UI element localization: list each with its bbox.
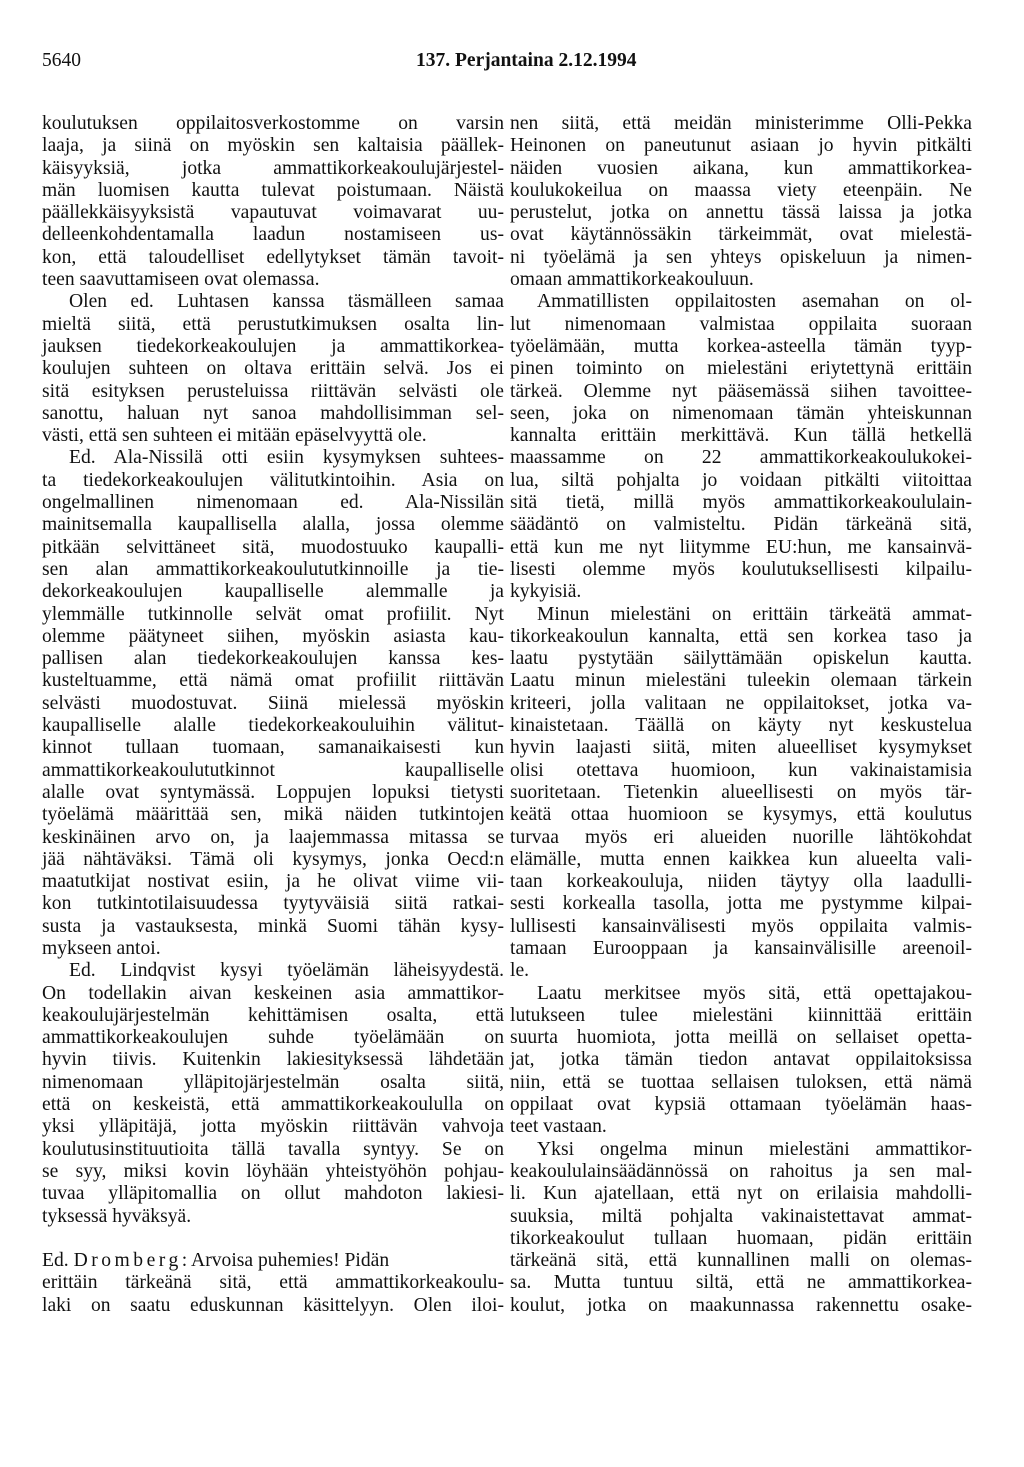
text-line: mieltä siitä, että perustutkimuksen osalta lin- [42, 313, 504, 335]
text-line: oppilaat ovat kypsiä ottamaan työelämän haas- [510, 1094, 972, 1116]
text-line: suuksia, miltä pohjalta vakinaistettavat ammat- [510, 1205, 972, 1227]
text-line: hyvin tiivis. Kuitenkin lakiesityksessä lähdetään [42, 1049, 504, 1071]
text-line: tyksessä hyväksyä. [42, 1205, 192, 1227]
text-line: laaja, ja siinä on myöskin sen kaltaisia päällek- [42, 135, 504, 157]
text-line: olemme päätyneet siihen, myöskin asiasta kau- [42, 625, 504, 647]
text-line: mykseen antoi. [42, 937, 161, 959]
text-line: turvaa myös eri alueiden nuorille lähtökohdat [510, 826, 972, 848]
text-line: teen saavuttamiseen ovat olemassa. [42, 269, 320, 291]
text-line: keakoululainsäädännössä on rahoitus ja sen mal- [510, 1160, 972, 1182]
text-line: tuvaa ylläpitomallia on ollut mahdoton lakiesi- [42, 1183, 504, 1205]
text-line: maatutkijat nostivat esiin, ja he olivat viime vii- [42, 871, 504, 893]
text-line: elämälle, mutta ennen kaikkea kun alueelta vali- [510, 848, 972, 870]
text-line: ammattikorkeakoulututkinnot kaupalliselle [42, 759, 504, 781]
text-line: keätä ottaa huomioon se kysymys, että koulutus [510, 804, 972, 826]
text-line: kinnot tullaan tuomaan, samanaikaisesti kun [42, 737, 504, 759]
text-line: seen, joka on nimenomaan tämän yhteiskunnan [510, 402, 972, 424]
text-line: olisi otettava huomioon, kun vakinaistamisia [510, 759, 972, 781]
text-line: li. Kun ajatellaan, että nyt on erilaisia mahdolli- [510, 1183, 972, 1205]
text-line: lutukseen tulee mielestäni kiinnittää erittäin [510, 1004, 972, 1026]
text-line: sesti korkealla tasolla, jotta me pystymme kilpai- [510, 893, 972, 915]
text-line: erittäin tärkeänä sitä, että ammattikorkeakoulu- [42, 1272, 504, 1294]
text-line: Ammatillisten oppilaitosten asemahan on ol- [537, 291, 972, 313]
text-line: jat, jotka tämän tiedon antavat oppilaitoksissa [510, 1049, 972, 1071]
text-line: västi, että sen suhteen ei mitään epäselvyyttä ole. [42, 425, 427, 447]
text-line: susta ja vastauksesta, minkä Suomi tähän kysy- [42, 915, 504, 937]
text-line: säädäntö on valmisteltu. Pidän tärkeänä sitä, [510, 514, 972, 536]
text-line: tamaan Eurooppaan ja kansainvälisille areenoil- [510, 937, 972, 959]
text-line: laatu pystytään säilyttämään opiskelun kautta. [510, 648, 972, 670]
text-line: perustelut, jotka on annettu tässä laissa ja jotka [510, 202, 972, 224]
text-line: lut nimenomaan valmistaa oppilaita suoraan [510, 313, 972, 335]
text-line: maassamme on 22 ammattikorkeakoulukokei- [510, 447, 972, 469]
text-line: koulutuksen oppilaitosverkostomme on varsin [42, 113, 504, 134]
text-line: ovat käytännössäkin tärkeimmät, ovat mielestä- [510, 224, 972, 246]
text-line: Ed. Lindqvist kysyi työelämän läheisyydestä. [69, 960, 504, 982]
text-line: ta tiedekorkeakoulujen välitutkintoihin. Asia on [42, 469, 504, 491]
text-line: koulut, jotka on maakunnassa rakennettu osake- [510, 1294, 972, 1316]
text-line: yksi ylläpitäjä, jotta myöskin riittävän vahvoja [42, 1116, 504, 1138]
speech-first-text: Arvoisa puhemies! Pidän [191, 1250, 390, 1272]
text-line: laki on saatu eduskunnan käsittelyyn. Olen iloi- [42, 1294, 504, 1316]
text-line: Laatu merkitsee myös sitä, että opettajakou- [537, 982, 972, 1004]
speaker-colon: : [181, 1250, 188, 1272]
text-line: sitä tietä, millä myös ammattikorkeakoululain- [510, 492, 972, 514]
text-line: sen alan ammattikorkeakoulututkinnoille ja tie- [42, 558, 504, 580]
text-line: lullisesti kansainvälisesti myös oppilaita valmis- [510, 915, 972, 937]
text-line: selvästi muodostuvat. Siinä mielessä myöskin [42, 692, 504, 714]
text-line: koulutusinstituutioita tällä tavalla syntyy. Se on [42, 1138, 504, 1160]
text-line: tikorkeakoulun kannalta, että sen korkea taso ja [510, 625, 972, 647]
text-line: teet vastaan. [510, 1116, 607, 1138]
text-line: se syy, miksi kovin löyhään yhteistyöhön pohjau- [42, 1160, 504, 1182]
text-line: nen siitä, että meidän ministerimme Olli-Pekka [510, 113, 972, 134]
text-line: kusteltuamme, että nämä omat profiilit riittävän [42, 670, 504, 692]
text-line: koulukokeilua on maassa viety eteenpäin. Ne [510, 179, 972, 201]
text-line: jää nähtäväksi. Tämä oli kysymys, jonka Oecd:n [42, 848, 504, 870]
text-line: sa. Mutta tuntuu siltä, että ne ammattikorkea- [510, 1272, 972, 1294]
text-line: kykyisiä. [510, 581, 582, 603]
text-line: keakoulujärjestelmän kehittämisen osalta, että [42, 1004, 504, 1026]
text-line: ylemmälle tutkinnolle selvät omat profiilit. Nyt [42, 603, 504, 625]
text-line: pallisen alan tiedekorkeakoulujen kanssa kes- [42, 648, 504, 670]
text-line: delleenkohdentamalla laadun nostamiseen us- [42, 224, 504, 246]
text-line: tikorkeakoulut tullaan huomaan, pidän erittäin [510, 1227, 972, 1249]
text-line: Yksi ongelma minun mielestäni ammattikor- [537, 1138, 972, 1160]
speech-opening-line [42, 1250, 504, 1272]
text-line: tärkeä. Olemme nyt pääsemässä siihen tavoittee- [510, 380, 972, 402]
text-line: näiden vuosien aikana, kun ammattikorkea- [510, 157, 972, 179]
text-line: päällekkäisyyksistä vapautuvat voimavarat uu- [42, 202, 504, 224]
text-line: suoritetaan. Tietenkin alueellisesti on myös tär- [510, 781, 972, 803]
text-line: mainitsemalla kaupallisella alalla, jossa olemme [42, 514, 504, 536]
text-line: kriteeri, jolla valitaan ne oppilaitokset, jotka va- [510, 692, 972, 714]
text-line: Heinonen on paneutunut asiaan jo hyvin pitkälti [510, 135, 972, 157]
text-line: Laatu minun mielestäni tuleekin olemaan tärkein [510, 670, 972, 692]
text-line: ongelmallinen nimenomaan ed. Ala-Nissilän [42, 492, 504, 514]
speaker-name: Dromberg [73, 1250, 182, 1272]
text-line: ni työelämä ja sen yhteys opiskeluun ja nimen- [510, 246, 972, 268]
text-line: kinaistetaan. Täällä on käyty nyt keskustelua [510, 715, 972, 737]
text-line: Minun mielestäni on erittäin tärkeätä ammat- [537, 603, 972, 625]
text-line: pinen toiminto on mielestäni eriytettynä erittäin [510, 358, 972, 380]
text-line: kaupalliselle alalle tiedekorkeakouluihin välitut- [42, 715, 504, 737]
text-line: suurta huomiota, jotta meillä on sellaiset opetta- [510, 1027, 972, 1049]
speaker-prefix: Ed. [42, 1250, 69, 1272]
paragraph-gap [42, 1228, 504, 1250]
text-line: Ed. Ala-Nissilä otti esiin kysymyksen suhtees- [69, 447, 504, 469]
right-column [510, 113, 972, 1317]
text-line: dekorkeakoulujen kaupalliselle alemmalle ja [42, 581, 504, 603]
text-line: sanottu, haluan nyt sanoa mahdollisimman sel- [42, 402, 504, 424]
text-line: kon tutkintotilaisuudessa tyytyväisiä siitä ratkai- [42, 893, 504, 915]
text-line: koulujen suhteen on oltava erittäin selvä. Jos ei [42, 358, 504, 380]
text-line: le. [510, 960, 530, 982]
text-line: tärkeänä sitä, että kunnallinen malli on olemas- [510, 1250, 972, 1272]
text-line: On todellakin aivan keskeinen asia ammattikor- [42, 982, 504, 1004]
text-line: män luomisen kautta tulevat poistumaan. Näistä [42, 179, 504, 201]
text-line: työelämä määrittää sen, mikä näiden tutkintojen [42, 804, 504, 826]
text-line: että kun me nyt liitymme EU:hun, me kansainvä- [510, 536, 972, 558]
text-line: niin, että se tuottaa sellaisen tuloksen, että nämä [510, 1071, 972, 1093]
text-line: hyvin laajasti siitä, miten alueelliset kysymykset [510, 737, 972, 759]
text-line: Olen ed. Luhtasen kanssa täsmälleen samaa [69, 291, 504, 313]
left-column [42, 113, 504, 1317]
text-line: työelämään, mutta korkea-asteella tämän tyyp- [510, 335, 972, 357]
session-date: 137. Perjantaina 2.12.1994 [416, 50, 637, 71]
page-number: 5640 [42, 50, 81, 71]
text-line: ammattikorkeakoulujen suhde työelämään on [42, 1027, 504, 1049]
page-header [42, 50, 982, 80]
text-line: alalle ovat syntymässä. Loppujen lopuksi tietysti [42, 781, 504, 803]
text-line: kannalta erittäin merkittävä. Kun tällä hetkellä [510, 425, 972, 447]
text-line: omaan ammattikorkeakouluun. [510, 269, 754, 291]
text-line: jauksen tiedekorkeakoulujen ja ammattikorkea- [42, 335, 504, 357]
text-line: lisesti olemme myös koulutuksellisesti kilpailu- [510, 558, 972, 580]
text-line: että on keskeistä, että ammattikorkeakoululla on [42, 1094, 504, 1116]
text-line: sitä esityksen perusteluissa riittävän selvästi ole [42, 380, 504, 402]
text-line: lua, siltä pohjalta jo voidaan pitkälti viitoittaa [510, 469, 972, 491]
text-line: käisyyksiä, jotka ammattikorkeakoulujärjestel- [42, 157, 504, 179]
text-line: nimenomaan ylläpitojärjestelmän osalta siitä, [42, 1071, 504, 1093]
text-line: pitkään selvittäneet sitä, muodostuuko kaupalli- [42, 536, 504, 558]
text-line: keskinäinen arvo on, ja laajemmassa mitassa se [42, 826, 504, 848]
text-line: kon, että taloudelliset edellytykset tämän tavoit- [42, 246, 504, 268]
text-line: taan korkeakouluja, niiden täytyy olla laadulli- [510, 871, 972, 893]
